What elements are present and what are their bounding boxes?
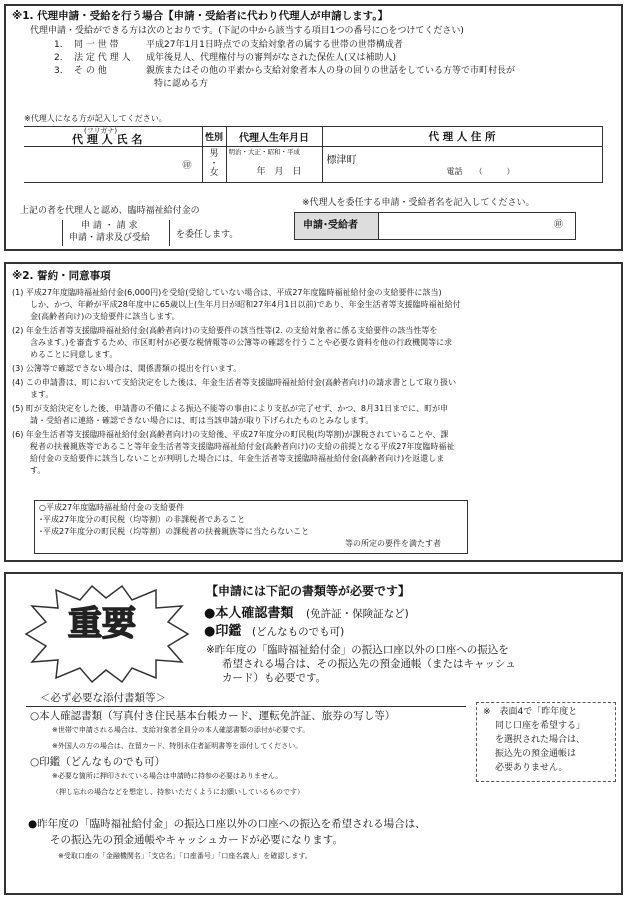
proxy-item-3-desc-cont: 特に認める方 [154, 79, 209, 89]
clause-line: 給付金の支給要件に該当しないことが判明した場合には、年金生活者等支援臨時福祉給付金(高齢者向け)を返還しま [30, 454, 445, 463]
same-account-note-box [476, 702, 616, 782]
side-line-1: ※ 表面4で「昨年度と [483, 707, 578, 717]
proxy-item-1-term: 同 一 世 帯 [74, 40, 119, 50]
gender-header: 性別 [202, 127, 226, 147]
side-line-4: 振込先の預金通帳は [495, 749, 577, 759]
side-line-3: を選択された場合は、 [495, 735, 586, 745]
doc-seal-note-2: （押し忘れの場合などを想定し、持参いただくようにお願いしているものです） [52, 788, 304, 796]
clause-line: しか、かつ、年齢が平成28年度中に65歳以上(生年月日が昭和27年4月1日以前)であり、年金生活者等支援臨時福祉給付 [30, 300, 461, 309]
birthdate-field[interactable] [226, 147, 322, 183]
proxy-name-header: 代 理 人 氏 名 [72, 133, 143, 146]
proxy-intro: 代理申請・受給ができる方は次のとおりです。(下記の中から該当する項目1つの番号に○をつけてください) [30, 26, 464, 36]
ymd-label: 年 月 日 [256, 167, 302, 177]
proxy-item-3-num: 3. [54, 66, 63, 76]
clause-line: (4) この申請書は、町において支給決定をした後は、年金生活者等支援臨時福祉給付金(高齢者向け)の請求書として取り扱い [12, 378, 457, 387]
need-passbook-line-3: カード）も必要です。 [222, 672, 327, 684]
clause-line: 金(高齢者向け)の支給要件に該当します。 [30, 312, 180, 321]
important-documents-section [4, 572, 623, 895]
clause-line: (3) 公簿等で確認できない場合は、関係書類の提出を行います。 [12, 364, 242, 373]
requirements-heading: 【申請には下記の書類等が必要です】 [206, 584, 411, 598]
need-passbook-line-1: ※昨年度の「臨時福祉給付金」の振込口座以外の口座への振込を [206, 644, 509, 656]
clause-line: 請・受給者に連絡・確認できない場合には、町は当該申請が取り下げられたものとみなします。 [30, 416, 374, 425]
need-seal-note: (どんなものでも可) [252, 626, 345, 638]
need-id-docs: ●本人確認書類 [204, 606, 294, 621]
clause-line: 含みます。)を審査するため、市区町村が必要な税情報等の公簿等の確認を行うことや必要な資料を他の行政機関等に求 [30, 338, 453, 347]
delegate-suffix: を委任します。 [176, 230, 239, 240]
bottom-account-note: ※受取口座の「金融機関名」「支店名」「口座番号」「口座名義人」を確認します。 [58, 852, 312, 860]
address-field[interactable] [322, 147, 602, 183]
need-id-docs-note: (免許証・保険証など) [306, 608, 409, 620]
applicant-note: ※代理人を委任する申請・受給者名を記入してください。 [302, 198, 535, 208]
proxy-info-table [24, 126, 603, 183]
clause-line: (2) 年金生活者等支援臨時福祉給付金(高齢者向け)の支給要件の該当性等(2. の支給対象者に係る支給要件の該当性等を [12, 326, 438, 335]
bracket-option-1[interactable]: 申 請 ・ 請 求 [81, 221, 138, 231]
side-line-5: 必要ありません。 [495, 763, 568, 773]
side-line-2: 同じ口座を希望する」 [495, 721, 586, 731]
clause-line: ます。 [30, 390, 54, 399]
bottom-passbook-line-1: ●昨年度の「臨時福祉給付金」の振込口座以外の口座への振込を希望される場合は、 [28, 818, 426, 830]
town-name: 標津町 [326, 155, 357, 166]
birth-header: 代理人生年月日 [226, 127, 322, 147]
proxy-item-2-desc: 成年後見人、代理権付与の審判がなされた保佐人(又は補助人) [146, 53, 397, 63]
proxy-item-2-term: 法 定 代 理 人 [74, 53, 131, 63]
clause-line: (6) 年金生活者等支援臨時福祉給付金(高齢者向け)の支給後、平成27年度分の町民税(均等割)が課税されていることや、課 [12, 430, 449, 439]
applicant-field[interactable] [294, 212, 576, 240]
bracket-option-2[interactable]: 申請・請求及び受給 [69, 233, 151, 243]
proxy-item-1-desc: 平成27年1月1日時点での支給対象者の属する世帯の世帯構成者 [146, 40, 403, 50]
seal-mark: ㊞ [182, 161, 192, 171]
proxy-item-1-num: 1. [54, 40, 63, 50]
doc-id: ○本人確認書類（写真付き住民基本台帳カード、運転免許証、旅券の写し等） [30, 710, 396, 722]
proxy-application-section [4, 4, 623, 251]
pledge-consent-section [4, 262, 623, 562]
address-header: 代 理 人 住 所 [322, 127, 602, 147]
phone-label: 電話 （ ） [446, 167, 515, 176]
gender-male[interactable]: 男 [209, 148, 219, 159]
doc-seal-note-1: ※必要な箇所に押印されている場合は申請時に持参の必要はありません。 [52, 772, 283, 780]
docs-title: ＜必ず必要な添付書類等＞ [40, 692, 166, 704]
need-seal: ●印鑑 [204, 624, 242, 639]
gender-female[interactable]: 女 [209, 168, 219, 179]
proxy-name-field[interactable] [24, 147, 202, 183]
clause-line: (1) 平成27年度臨時福祉給付金(6,000円)を受給(受給していない場合は、平成27年度臨時福祉給付金の支給要件に該当) [12, 288, 442, 297]
delegate-bracket [62, 220, 170, 246]
pledge-title: ※2. 誓約・同意事項 [12, 270, 111, 282]
need-passbook-line-2: 希望される場合は、その振込先の預金通帳（またはキャッシュ [222, 658, 516, 670]
req-line-1: ○平成27年度臨時福祉給付金の支給要件 [39, 503, 185, 512]
clause-line: す。 [30, 466, 46, 475]
gender-dot: ・ [209, 158, 219, 169]
gender-field[interactable] [202, 147, 226, 183]
proxy-form-note: ※代理人になる方が記入してください。 [24, 114, 167, 123]
req-line-4: 等の所定の要件を満たす者 [345, 539, 441, 548]
applicant-seal: ㊞ [553, 220, 563, 230]
proxy-item-3-term: そ の 他 [74, 66, 107, 76]
proxy-item-2-num: 2. [54, 53, 63, 63]
proxy-section-title: ※1. 代理申請・受給を行う場合【申請・受給者に代わり代理人が申請します。】 [12, 10, 389, 22]
doc-id-note-1: ※世帯で申請される場合は、支給対象者全員分の本人確認書類の添付が必要です。 [52, 726, 310, 734]
doc-id-note-2: ※外国人の方の場合は、在留カード、特別永住者証明書等を添付してください。 [52, 742, 303, 750]
req-line-3: ･平成27年度分の町民税（均等割）の課税者の扶養親族等に当たらないこと [39, 527, 310, 536]
bottom-passbook-line-2: その振込先の預金通帳やキャッシュカードが必要になります。 [50, 834, 343, 846]
important-badge: 重要 [68, 604, 136, 644]
delegate-text: 上記の者を代理人と認め、臨時福祉給付金の [20, 206, 200, 216]
doc-seal: ○印鑑（どんなものでも可） [30, 756, 166, 768]
requirements-box [34, 500, 468, 554]
furigana-label: (フリガナ) [84, 127, 118, 135]
req-line-2: ･平成27年度分の町民税（均等割）の非課税者であること [39, 515, 246, 524]
proxy-item-3-desc: 親族またはその他の平素から支給対象者本人の身の回りの世話をしている方等で市町村長が [146, 66, 516, 76]
clause-line: 税者の扶養親族等であること等年金生活者等支援臨時福祉給付金(高齢者向け)の支給の前提となる平成27年度臨時福祉 [30, 442, 455, 451]
era-options: 明治・大正・昭和・平成 [228, 148, 300, 156]
applicant-label: 申請･受給者 [303, 220, 358, 231]
clause-line: めることに同意します。 [30, 350, 118, 359]
clause-line: (5) 町が支給決定をした後、申請書の不備による振込不能等の事由により支払が完了せず、かつ、8月31日までに、町が申 [12, 404, 449, 413]
